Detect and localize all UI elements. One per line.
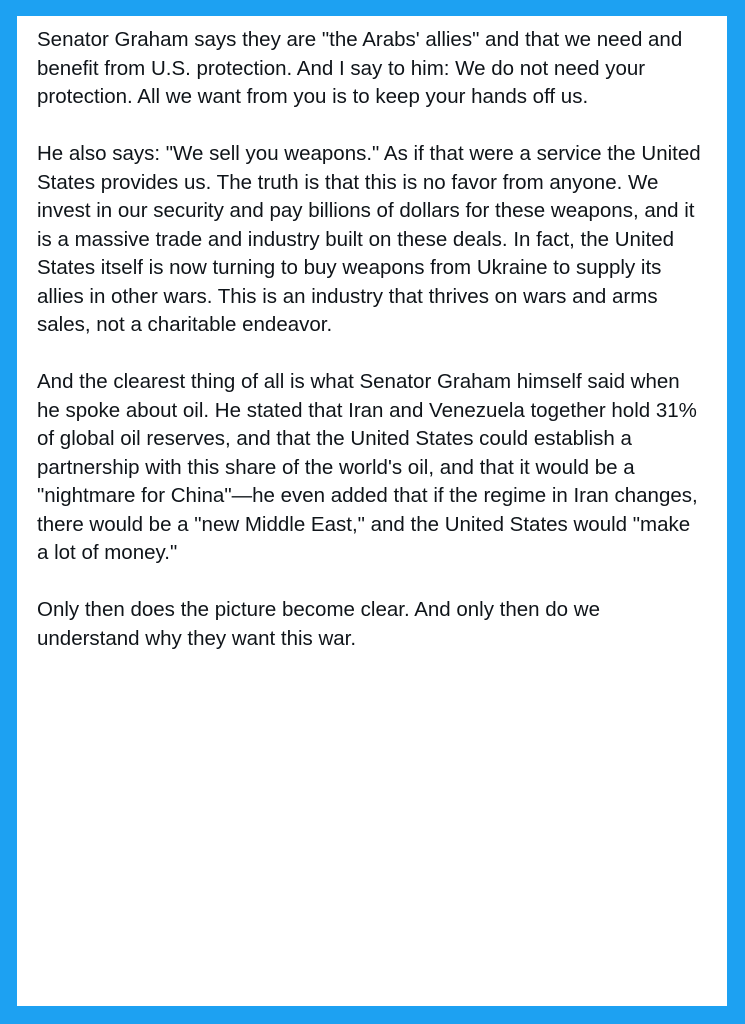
text-line: He also says: "We sell you weapons." As if that were a service the United (37, 142, 701, 165)
text-line: "nightmare for China"—he even added that if the regime in Iran changes, (37, 484, 698, 507)
text-line: protection. All we want from you is to keep your hands off us. (37, 85, 589, 108)
text-line: Senator Graham says they are "the Arabs' allies" and that we need and (37, 28, 683, 51)
text-line: And the clearest thing of all is what Senator Graham himself said when (37, 370, 680, 393)
text-line: States provides us. The truth is that this is no favor from anyone. We (37, 170, 659, 194)
text-line: partnership with this share of the world's oil, and that it would be a (37, 455, 635, 479)
paragraph-gap (37, 568, 707, 597)
text-line: benefit from U.S. protection. And I say to him: We do not need your (37, 56, 646, 80)
text-line: he spoke about oil. He stated that Iran and Venezuela together hold 31% (37, 398, 697, 422)
paragraph-gap (37, 112, 707, 141)
paragraph-1 (37, 26, 707, 112)
paragraph-3 (37, 368, 707, 568)
text-line: States itself is now turning to buy weapons from Ukraine to supply its (37, 256, 662, 279)
paragraph-gap (37, 340, 707, 369)
text-line: of global oil reserves, and that the United States could establish a (37, 427, 632, 450)
text-card (17, 16, 727, 1006)
text-line: there would be a "new Middle East," and the United States would "make (37, 512, 691, 536)
text-line: sales, not a charitable endeavor. (37, 313, 333, 336)
text-line: Only then does the picture become clear. And only then do we (37, 598, 600, 621)
text-line: invest in our security and pay billions of dollars for these weapons, and it (37, 199, 695, 222)
text-line: allies in other wars. This is an industry that thrives on wars and arms (37, 284, 658, 308)
text-line: a lot of money." (37, 541, 178, 564)
paragraph-2 (37, 140, 707, 340)
text-line: is a massive trade and industry built on these deals. In fact, the United (37, 227, 674, 251)
text-line: understand why they want this war. (37, 626, 357, 650)
paragraph-4 (37, 596, 707, 653)
